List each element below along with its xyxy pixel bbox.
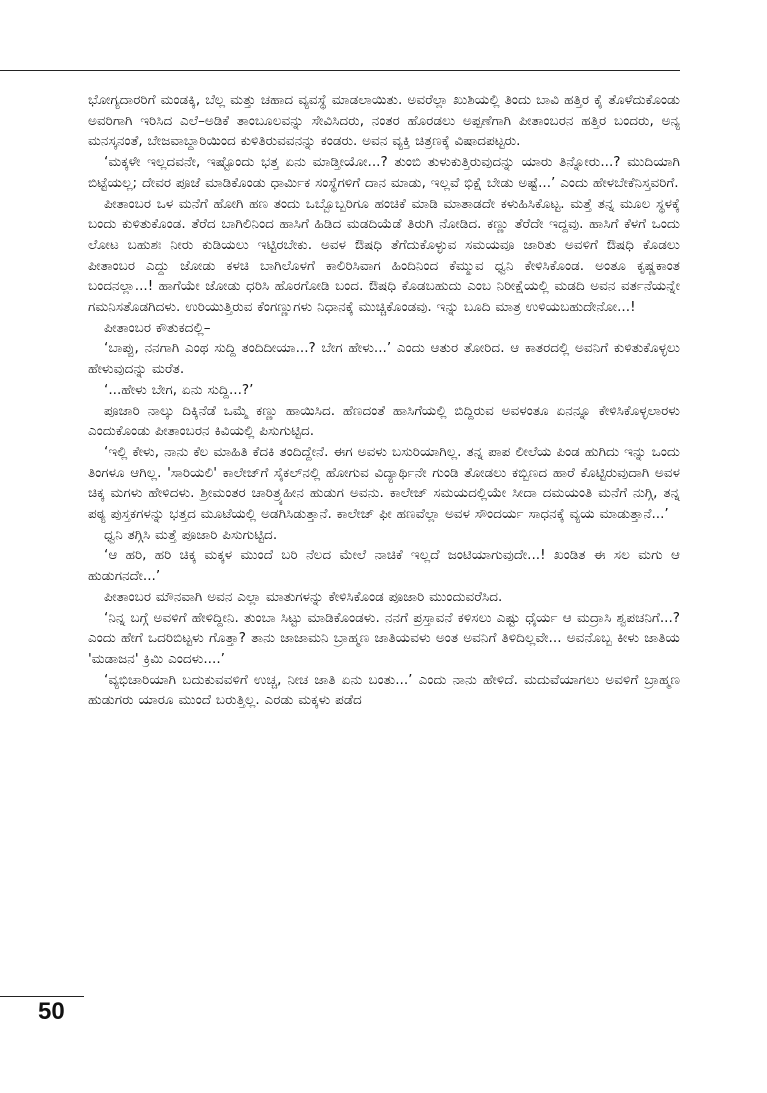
page-body [88, 90, 680, 711]
paragraph: ‘ವ್ಯಭಿಚಾರಿಯಾಗಿ ಬದುಕುವವಳಿಗೆ ಉಚ್ಚ, ನೀಚ ಜಾತಿ ಏನು ಬಂತು...’ ಎಂದು ನಾನು ಹೇಳಿದೆ. ಮದುವೆಯಾಗಲು ಅವಳಿಗೆ ಬ್ರಾಹ್ಮಣ ಹುಡುಗರು ಯಾರೂ ಮುಂದೆ ಬರುತ್ತಿಲ್ಲ. ಎರಡು ಮಕ್ಕಳು ಪಡೆದ [88, 671, 680, 709]
paragraph: ‘...ಹೇಳು ಬೇಗ, ಏನು ಸುದ್ದಿ...?’ [104, 381, 254, 398]
paragraph: ‘ಇಲ್ಲಿ ಕೇಳು, ನಾನು ಕೆಲ ಮಾಹಿತಿ ಕೆದಕಿ ತಂದಿದ್ದೇನೆ. ಈಗ ಅವಳು ಬಸುರಿಯಾಗಿಲ್ಲ. ತನ್ನ ಪಾಪ ಲೀಲೆಯ ಪಿಂಡ ಹುಗಿದು ಇನ್ನು ಒಂದು ತಿಂಗಳೂ ಆಗಿಲ್ಲ. 'ಸಾರಿಯಲಿ' ಕಾಲೇಜ್‌ಗೆ ಸೈಕಲ್‌ನಲ್ಲಿ ಹೋಗುವ ವಿದ್ಯಾರ್ಥಿನೇ ಗುಂಡಿ ತೋಡಲು ಕಬ್ಬಿಣದ ಹಾರೆ ಕೊಟ್ಟಿರುವುದಾಗಿ ಅವಳ ಚಿಕ್ಕ ಮಗಳು ಹೇಳಿದಳು. ಶ್ರೀಮಂತರ ಚಾರಿತ್ರ್ಯಹೀನ ಹುಡುಗ ಅವನು. ಕಾಲೇಜ್ ಸಮಯದಲ್ಲಿಯೇ ಸೀದಾ ದಮಯಂತಿ ಮನೆಗೆ ನುಗ್ಗಿ, ತನ್ನ ಪಠ್ಯ ಪುಸ್ತಕಗಳನ್ನು ಭತ್ತದ ಮೂಟೆಯಲ್ಲಿ ಅಡಗಿಸಿಡುತ್ತಾನೆ. ಕಾಲೇಜ್ ಫೀ ಹಣವೆಲ್ಲಾ ಅವಳ ಸೌಂದರ್ಯ ಸಾಧನಕ್ಕೆ ವ್ಯಯ ಮಾಡುತ್ತಾನೆ...’ [88, 443, 680, 523]
paragraph: ಪೀತಾಂಬರ ಕೌತುಕದಲ್ಲಿ– [104, 319, 211, 336]
paragraph: ‘ಆ ಹರಿ, ಹರಿ ಚಿಕ್ಕ ಮಕ್ಕಳ ಮುಂದೆ ಬರಿ ನೆಲದ ಮೇಲೆ ನಾಚಿಕೆ ಇಲ್ಲದೆ ಜಂಟಿಯಾಗುವುದೇ...! ಖಂಡಿತ ಈ ಸಲ ಮಗು ಆ ಹುಡುಗನದೇ...’ [88, 547, 680, 585]
paragraph: ಭೋಗ್ಯದಾರರಿಗೆ ಮಂಡಕ್ಕಿ, ಬೆಲ್ಲ ಮತ್ತು ಚಹಾದ ವ್ಯವಸ್ಥೆ ಮಾಡಲಾಯಿತು. ಅವರೆಲ್ಲಾ ಖುಶಿಯಲ್ಲಿ ತಿಂದು ಬಾವಿ ಹತ್ತಿರ ಕೈ ತೊಳೆದುಕೊಂಡು ಅವರಿಗಾಗಿ ಇರಿಸಿದ ಎಲೆ–ಅಡಿಕೆ ತಾಂಬೂಲವನ್ನು ಸೇವಿಸಿದರು, ನಂತರ ಹೊರಡಲು ಅಪ್ಪಣೆಗಾಗಿ ಪೀತಾಂಬರನ ಹತ್ತಿರ ಬಂದರು, ಅನ್ಯ ಮನಸ್ಕನಂತೆ, ಬೇಜವಾಬ್ದಾರಿಯಿಂದ ಕುಳಿತಿರುವವನನ್ನು ಕಂಡರು. ಅವನ ವ್ಯಕ್ತಿ ಚಿತ್ರಣಕ್ಕೆ ವಿಷಾದಪಟ್ಟರು. [88, 92, 680, 150]
paragraph: ಪೂಜಾರಿ ನಾಲ್ಕು ದಿಕ್ಕಿನೆಡೆ ಒಮ್ಮೆ ಕಣ್ಣು ಹಾಯಿಸಿದ. ಹೆಣದಂತೆ ಹಾಸಿಗೆಯಲ್ಲಿ ಬಿದ್ದಿರುವ ಅವಳಂತೂ ಏನನ್ನೂ ಕೇಳಿಸಿಕೊಳ್ಳಲಾರಳು ಎಂದುಕೊಂಡು ಪೀತಾಂಬರನ ಕಿವಿಯಲ್ಲಿ ಪಿಸುಗುಟ್ಟಿದ. [88, 402, 680, 440]
paragraph: ‘ಮಕ್ಕಳೇ ಇಲ್ಲದವನೇ, ಇಷ್ಟೊಂದು ಭತ್ತ ಏನು ಮಾಡ್ತೀಯೋ...? ತುಂಬಿ ತುಳುಕುತ್ತಿರುವುದನ್ನು ಯಾರು ತಿನ್ನೋರು...? ಮುದಿಯಾಗಿ ಬಿಟ್ಟೆಯಲ್ಲ; ದೇವರ ಪೂಜೆ ಮಾಡಿಕೊಂಡು ಧಾರ್ಮಿಕ ಸಂಸ್ಥೆಗಳಿಗೆ ದಾನ ಮಾಡು, ಇಲ್ಲವೆ ಭಿಕ್ಷೆ ಬೇಡು ಅಷ್ಟೆ...’ ಎಂದು ಹೇಳಬೇಕೆನಿಸ್ತವರಿಗೆ. [88, 154, 680, 191]
paragraph: ಪೀತಾಂಬರ ಮೌನವಾಗಿ ಅವನ ಎಲ್ಲಾ ಮಾತುಗಳನ್ನು ಕೇಳಿಸಿಕೊಂಡ ಪೂಜಾರಿ ಮುಂದುವರೆಸಿದ. [104, 588, 503, 605]
paragraph: ‘ನಿನ್ನ ಬಗ್ಗೆ ಅವಳಿಗೆ ಹೇಳಿದ್ದೀನಿ. ತುಂಬಾ ಸಿಟ್ಟು ಮಾಡಿಕೊಂಡಳು. ನನಗೆ ಪ್ರಸ್ತಾವನೆ ಕಳಿಸಲು ಎಷ್ಟು ಧೈರ್ಯ ಆ ಮದ್ರಾಸಿ ಶ್ವಪಚನಿಗೆ...? ಎಂದು ಹೇಗೆ ಒದರಿಬಿಟ್ಟಳು ಗೊತ್ತಾ? ತಾನು ಜಾಜಾಮನಿ ಬ್ರಾಹ್ಮಣ ಜಾತಿಯವಳು ಅಂತ ಅವನಿಗೆ ತಿಳಿದಿಲ್ಲವೇ... ಅವನೊಬ್ಬ ಕೀಳು ಜಾತಿಯ 'ಮಡಾಜನ' ಕ್ರಿಮಿ ಎಂದಳು....’ [88, 609, 681, 667]
header-rule [0, 70, 680, 71]
paragraph: ಪೀತಾಂಬರ ಒಳ ಮನೆಗೆ ಹೋಗಿ ಹಣ ತಂದು ಒಬ್ಬೊಬ್ಬರಿಗೂ ಹಂಚಿಕೆ ಮಾಡಿ ಮಾತಾಡದೇ ಕಳುಹಿಸಿಕೊಟ್ಟ. ಮತ್ತೆ ತನ್ನ ಮೂಲ ಸ್ಥಳಕ್ಕೆ ಬಂದು ಕುಳಿತುಕೊಂಡ. ತೆರೆದ ಬಾಗಿಲಿನಿಂದ ಹಾಸಿಗೆ ಹಿಡಿದ ಮಡದಿಯೆಡೆ ತಿರುಗಿ ನೋಡಿದ. ಕಣ್ಣು ತೆರೆದೇ ಇದ್ದವು. ಹಾಸಿಗೆ ಕೆಳಗೆ ಒಂದು ಲೋಟ ಬಹುಶಃ ನೀರು ಕುಡಿಯಲು ಇಟ್ಟಿರಬೇಕು. ಅವಳ ಔಷಧಿ ತೆಗೆದುಕೊಳ್ಳುವ ಸಮಯವೂ ಜಾರಿತು ಅವಳಿಗೆ ಔಷಧಿ ಕೊಡಲು ಪೀತಾಂಬರ ಎದ್ದು ಜೋಡು ಕಳಚಿ ಬಾಗಿಲೊಳಗೆ ಕಾಲಿರಿಸಿವಾಗ ಹಿಂದಿನಿಂದ ಕೆಮ್ಮುವ ಧ್ವನಿ ಕೇಳಿಸಿಕೊಂಡ. ಅಂತೂ ಕೃಷ್ಣಕಾಂತ ಬಂದನಲ್ಲಾ...! ಹಾಗೆಯೇ ಜೋಡು ಧರಿಸಿ ಹೊರಗೋಡಿ ಬಂದ. ಔಷಧಿ ಕೊಡಬಹುದು ಎಂಬ ನಿರೀಕ್ಷೆಯಲ್ಲಿ ಮಡದಿ ಅವನ ವರ್ತನೆಯನ್ನೇ ಗಮನಿಸತೊಡಗಿದಳು. ಉರಿಯುತ್ತಿರುವ ಕೆಂಗಣ್ಣುಗಳು ನಿಧಾನಕ್ಕೆ ಮುಚ್ಚಿಕೊಂಡವು. ಇನ್ನು ಬೂದಿ ಮಾತ್ರ ಉಳಿಯಬಹುದೇನೋ...! [88, 195, 680, 316]
paragraph: ಧ್ವನಿ ತಗ್ಗಿಸಿ ಮತ್ತೆ ಪೂಜಾರಿ ಪಿಸುಗುಟ್ಟಿದ. [104, 526, 278, 543]
page-number: 50 [38, 998, 65, 1025]
paragraph: ‘ಬಾಪ್ಪು, ನನಗಾಗಿ ಎಂಥ ಸುದ್ದಿ ತಂದಿದೀಯಾ...? ಬೇಗ ಹೇಳು...’ ಎಂದು ಆತುರ ತೋರಿದ. ಆ ಕಾತರದಲ್ಲಿ ಅವನಿಗೆ ಕುಳಿತುಕೊಳ್ಳಲು ಹೇಳುವುದನ್ನು ಮರೆತ. [88, 340, 680, 378]
footer-rule [0, 996, 84, 997]
